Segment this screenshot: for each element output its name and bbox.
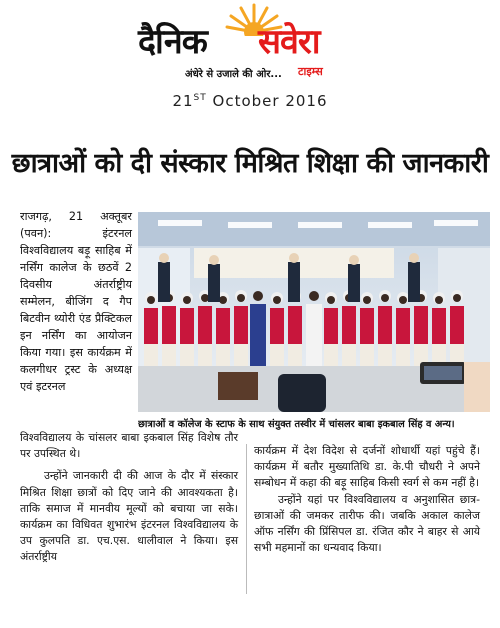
date-day: 21 [172, 92, 194, 110]
masthead [0, 0, 500, 86]
article-bottom-left [20, 430, 238, 566]
group-photo [138, 212, 490, 412]
masthead-tagline: अंधेरे से उजाले की ओर... [185, 69, 282, 80]
date-suffix: ST [193, 93, 207, 103]
bottom-right-paragraph-2: उन्होंने यहां पर विश्वविद्यालय व अनुशासित छात्र-छात्राओं की जमकर तारीफ की। जबकि अकाल कालेज ऑफ नर्सिंग की प्रिंसिपल डा. रंजित कौर ने बाहर से आये सभी महमानों का धन्यवाद किया। [254, 492, 480, 555]
article-bottom-right [254, 443, 480, 556]
photo-caption: छात्राओं व कॉलेज के स्टाफ के साथ संयुक्त तस्वीर में चांसलर बाबा इकबाल सिंह व अन्य। [138, 413, 490, 437]
bottom-left-paragraph-2: उन्होंने जानकारी दी की आज के दौर में संस्कार मिश्रित शिक्षा छात्रों को दिए जाने की आवश्यकता है। ताकि समाज में मानवीय मूल्यों को बचाया जा सके। कार्यक्रम का विधिवत शुभारंभ इंटरनल विश्वविद्यालय के उप कुलपति डा. एच.एस. धालीवाल ने किया। इस अंतर्राष्ट्रीय [20, 469, 238, 564]
group-photo-illustration [138, 212, 490, 412]
masthead-name-part1: दैनिक [138, 22, 207, 62]
date-rest: October 2016 [212, 92, 328, 110]
article-headline: छात्राओं को दी संस्कार मिश्रित शिक्षा की जानकारी [11, 148, 489, 179]
column-divider [246, 444, 247, 594]
bottom-left-paragraph-1: विश्वविद्यालय के चांसलर बाबा इकबाल सिंह विशेष तौर पर उपस्थित थे। [20, 431, 238, 461]
article-left-column: राजगढ़, 21 अक्तूबर (पवन): इंटरनल विश्वविद्यालय बड़ू साहिब में नर्सिंग कालेज के छठवें 2 दिवसीय अंतर्राष्ट्रीय सम्मेलन, बीजिंग द गैप बिटवीन थ्योरी एंड प्रैक्टिकल इन नर्सिंग का आयोजन किया गया। इस कार्यक्रम में कलगीधर ट्रस्ट के अध्यक्ष एवं इटरनल [20, 210, 132, 393]
masthead-name-part2: सवेरा [258, 22, 320, 62]
masthead-times: टाइम्स [298, 65, 323, 78]
bottom-right-paragraph-1: कार्यक्रम में देश विदेश से दर्जनों शोधार्थी यहां पहुंचे हैं। कार्यक्रम में बतौर मुख्यातिथि डा. के.पी चौधरी ने अपने सम्बोधन में कहा की बड़ू साहिब किसी स्वर्ग से कम नहीं है। [254, 444, 480, 490]
publication-date [0, 92, 500, 110]
